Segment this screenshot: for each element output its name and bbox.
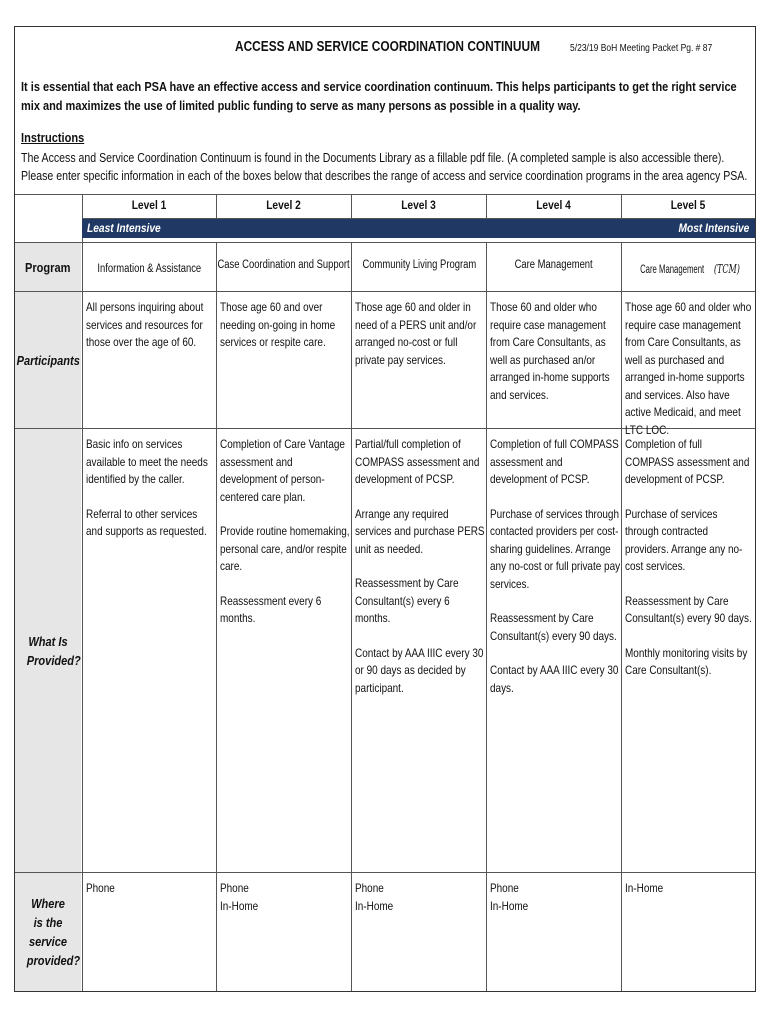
row-header-where-provided: Where is the service provided? [15, 873, 81, 991]
where-level-1: Phone [86, 881, 115, 895]
page-title: ACCESS AND SERVICE COORDINATION CONTINUUM [235, 39, 540, 55]
program-level-5: Care Management (TCM) [640, 262, 741, 276]
level-1-header: Level 1 [131, 198, 167, 212]
provided-level-1: Basic info on services available to meet the needs identified by the caller. Referral to other services and supports as requested. [86, 437, 208, 538]
where-level-2: Phone In-Home [220, 881, 259, 913]
where-level-3: Phone In-Home [355, 881, 394, 913]
intensity-bar [82, 219, 755, 238]
document-page [14, 26, 756, 992]
tcm-annotation: (TCM) [714, 262, 741, 276]
provided-level-2: Completion of Care Vantage assessment and development of person-centered care plan. Provide routine homemaking, personal care, and/or respite care. Reassessment every 6 months. [220, 437, 350, 625]
row-header-participants: Participants [15, 292, 81, 428]
least-intensive-label: Least Intensive [87, 221, 161, 235]
continuum-table [15, 194, 755, 991]
where-level-4: Phone In-Home [490, 881, 529, 913]
row-header-program: Program [15, 243, 81, 291]
row-header-what-is-provided: What Is Provided? [15, 429, 81, 872]
level-4-header: Level 4 [536, 198, 571, 212]
where-level-5: In-Home [625, 881, 664, 895]
participants-level-2: Those age 60 and over needing on-going in home services or respite care. [220, 300, 336, 349]
participants-level-4: Those 60 and older who require case management from Care Consultants, as well as purchased an/or arranged in-home supports and services. [490, 300, 610, 402]
participants-level-5: Those age 60 and older who require case management from Care Consultants, as well as purchased and arranged in-home supports and services. Also have active Medicaid, and meet LTC LOC. [625, 300, 752, 437]
program-level-2: Case Coordination and Support [217, 259, 351, 271]
program-level-1: Information & Assistance [97, 263, 202, 275]
participants-level-3: Those age 60 and older in need of a PERS unit and/or arranged no-cost or full private pay services. [355, 300, 477, 367]
instructions-body: The Access and Service Coordination Continuum is found in the Documents Library as a fillable pdf file. (A completed sample is also accessible there). Please enter specific information in each of the boxes below that describes the range of access and service coordination programs in the area agency PSA. [21, 151, 748, 183]
most-intensive-label: Most Intensive [678, 221, 749, 235]
level-3-header: Level 3 [401, 198, 436, 212]
page-reference: 5/23/19 BoH Meeting Packet Pg. # 87 [570, 43, 713, 54]
level-5-header: Level 5 [670, 198, 706, 212]
program-level-3: Community Living Program [362, 259, 476, 271]
participants-level-1: All persons inquiring about services and resources for those over the age of 60. [86, 300, 204, 349]
provided-level-5: Completion of full COMPASS assessment and development of PCSP. Purchase of services through contracted providers. Arrange any no-cost services. Reassessment by Care Consultant(s) every 90 days. Monthly monitoring visits by Care Consultant(s). [625, 437, 752, 677]
level-2-header: Level 2 [266, 198, 301, 212]
provided-level-3: Partial/full completion of COMPASS assessment and development of PCSP. Arrange any required services and purchase PERS unit as needed. Reassessment by Care Consultant(s) every 6 months. Contact by AAA IIIC every 30 or 90 days as decided by participant. [355, 437, 485, 695]
program-level-4: Care Management [514, 259, 594, 271]
intro-paragraph: It is essential that each PSA have an effective access and service coordination continuum. This helps participants to get the right service mix and maximizes the use of limited public funding to serve as many persons as possible in a quality way. [21, 79, 737, 113]
instructions-heading: Instructions [21, 130, 85, 145]
provided-level-4: Completion of full COMPASS assessment and development of PCSP. Purchase of services through contacted providers per cost-sharing guidelines. Arrange any no-cost or full private pay services. Reassessment by Care Consultant(s) every 90 days. Contact by AAA IIIC every 30 days. [490, 437, 621, 695]
title-row [15, 39, 755, 61]
